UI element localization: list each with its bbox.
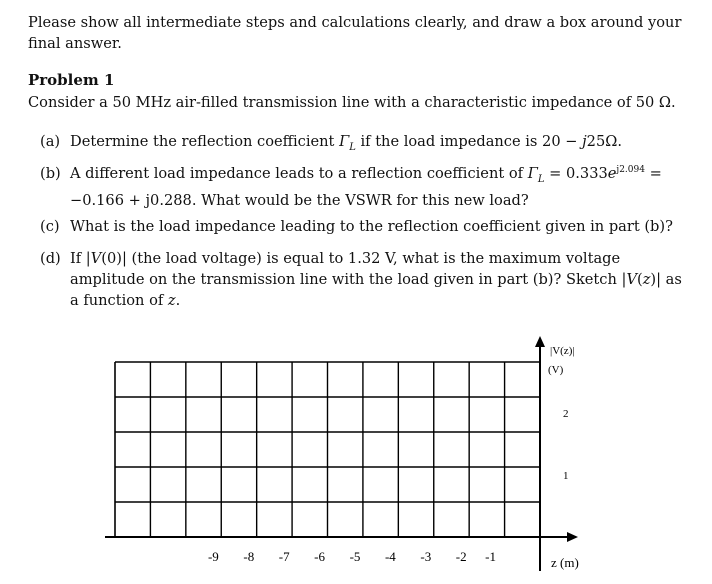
x-tick-label: -5 <box>349 549 361 564</box>
chart-axes <box>105 336 578 571</box>
gamma-mag: 0.333 <box>565 165 608 182</box>
part-b-label: (b) <box>40 165 61 182</box>
part-d-text: If |V(0)| (the load voltage) is equal to 1.32 V, what is the maximum voltage amplitude on the transmission line with the load given in part (b)? Sketch |V(z)| as a function of z. <box>70 250 682 309</box>
x-tick-label: -1 <box>485 549 497 564</box>
part-d-label: (d) <box>40 250 61 267</box>
chart-grid <box>115 362 540 537</box>
part-b-text: A different load impedance leads to a reflection coefficient of $\Gamma_L = 0.333e^{j2.094}$ = −0.166 + j0.288. What would be the VSWR for this new load? <box>70 165 662 209</box>
part-a-label: (a) <box>40 133 61 150</box>
y-axis-arrow <box>535 336 545 347</box>
x-tick-label: -4 <box>384 549 396 564</box>
part-c-text: What is the load impedance leading to the reflection coefficient given in part (b)? <box>70 218 673 235</box>
x-tick-label: -7 <box>278 549 290 564</box>
x-tick-label: -6 <box>314 549 326 564</box>
y-tick-label: 1 <box>563 470 569 482</box>
y-tick-label: 2 <box>563 408 569 420</box>
y-axis-label: |V(z)| <box>550 345 575 357</box>
x-tick-label: -9 <box>207 549 219 564</box>
part-c-label: (c) <box>40 218 60 235</box>
gamma-rectangular: −0.166 + j0.288 <box>70 191 192 209</box>
instructions: Please show all intermediate steps and calculations clearly, and draw a box around your final answer. <box>28 14 682 52</box>
problem-title: Problem 1 <box>28 71 115 89</box>
problem-statement: Consider a 50 MHz air-filled transmission line with a characteristic impedance of 50 Ω. <box>28 94 676 111</box>
x-tick-label: -2 <box>455 549 467 564</box>
part-a-text: Determine the reflection coefficient $\Gamma_L$ if the load impedance is 20 − j25Ω. <box>70 133 622 153</box>
x-axis-label: z (m) <box>551 555 579 570</box>
gamma-exponent: j2.094 <box>616 165 645 176</box>
x-tick-label: -8 <box>243 549 255 564</box>
y-axis-unit: (V) <box>548 364 564 376</box>
x-tick-label: -3 <box>420 549 432 564</box>
x-axis-arrow <box>567 532 578 542</box>
